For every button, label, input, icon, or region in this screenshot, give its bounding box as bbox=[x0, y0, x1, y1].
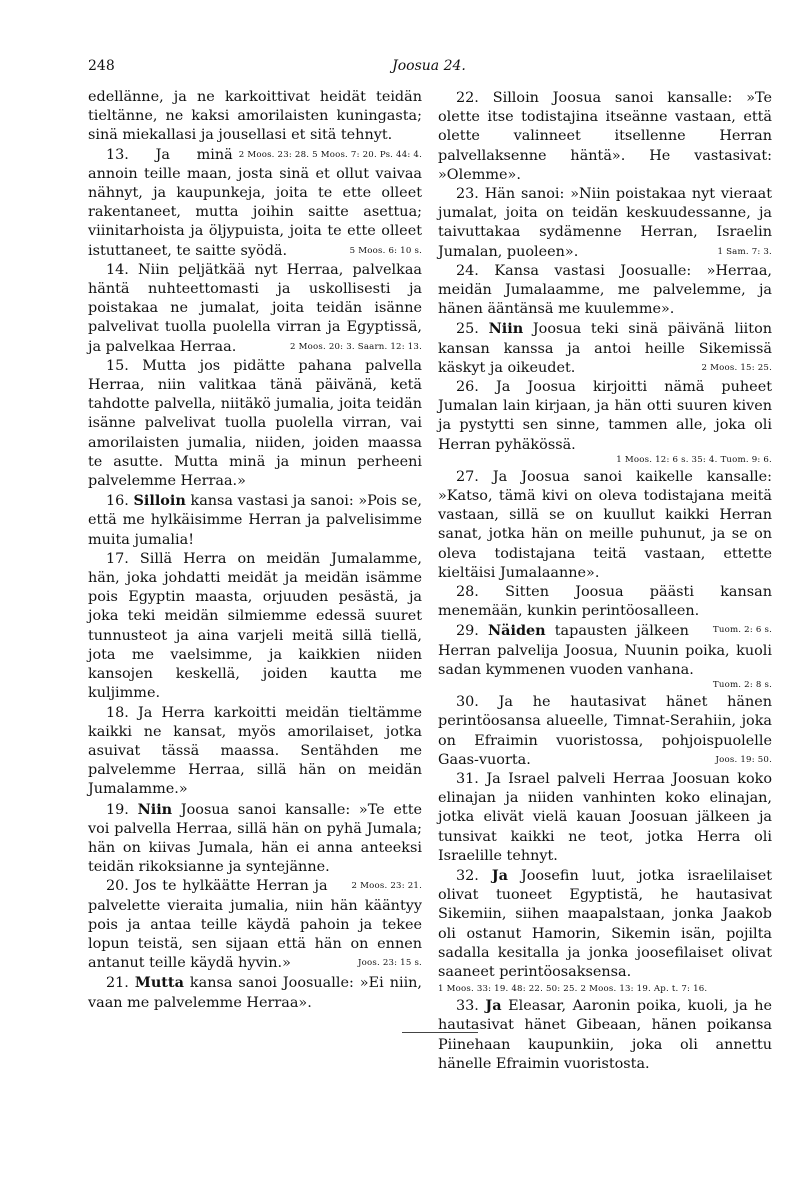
verse-number: 13. bbox=[106, 146, 129, 163]
verse-number: 20. bbox=[106, 878, 129, 895]
verse-text: Joosua sanoi kansalle: »Te ette voi palvella Herraa, sillä hän on pyhä Jumala; hän on kiivas Jumala, hän ei anna anteeksi teidän rikoksianne ja syntejänne. bbox=[88, 801, 422, 876]
verse-number: 24. bbox=[456, 262, 479, 279]
verse-number: 17. bbox=[106, 550, 129, 567]
verse-lead-word: Mutta bbox=[134, 974, 184, 992]
cross-reference: 1 Moos. 33: 19. 48: 22. 50: 25. 2 Moos. 13: 19. Ap. t. 7: 16. bbox=[438, 984, 708, 995]
verse-text: Mutta jos pidätte pahana palvella Herraa, niin valitkaa tänä päivänä, ketä tahdotte palvella, niitäkö jumalia, joita teidän isänne palvelivat tuolla puolella virran, vai amorilaisten jumalia, niiden, joiden maassa te asutte. Mutta minä ja minun perheeni palvelemme Herraa.» bbox=[88, 357, 422, 490]
verse-22 bbox=[438, 89, 772, 185]
verse-number: 27. bbox=[456, 468, 479, 485]
verse-27 bbox=[438, 468, 772, 583]
verse-lead-word: Niin bbox=[137, 800, 173, 818]
verse-text: Ja Israel palveli Herraa Joosuan koko elinajan ja niiden vanhinten koko elinajan, jotka elivät vielä kauan Joosuan jälkeen ja tunsivat kaikki ne teot, jotka Herra oli Israelille tehnyt. bbox=[438, 770, 772, 864]
verse-number: 21. bbox=[106, 975, 129, 992]
verse-text: Eleasar, Aaronin poika, kuoli, ja he hautasivat hänet Gibeaan, hänen poikansa Piinehaan kaupunkiin, joka oli annettu hänelle Efraimin vuoristosta. bbox=[438, 998, 773, 1072]
verse-number: 31. bbox=[456, 770, 479, 787]
cross-reference: 2 Moos. 23: 21. bbox=[351, 881, 422, 892]
verse-text: Ja Joosua sanoi kaikelle kansalle: »Katso, tämä kivi on oleva todistajana meitä vastaan, sillä se on kuullut kaikki Herran sanat, jotka hän on meille puhunut, ja se on oleva todistajana teitä vastaan, ettette kieltäisi Jumalaanne». bbox=[438, 468, 773, 581]
verse-number: 22. bbox=[456, 90, 479, 106]
verse-text: Jos te hylkäätte Herran ja palvelette vieraita jumalia, niin hän kääntyy pois ja antaa teille käydä pahoin ja tekee lopun teistä, sen sijaan että hän on ennen antanut teille käydä hyvin.» bbox=[88, 878, 422, 972]
verse-text: Ja Joosua kirjoitti nämä puheet Jumalan lain kirjaan, ja hän otti suuren kiven ja pystytti sen sinne, tammen alle, joka oli Herran pyhäkössä. bbox=[438, 379, 772, 453]
verse-number: 16. bbox=[106, 493, 129, 510]
verse-18 bbox=[88, 704, 422, 800]
verse-33 bbox=[438, 996, 772, 1074]
cross-reference: 2 Moos. 15: 25. bbox=[701, 362, 772, 373]
cross-reference: 2 Moos. 23: 28. 5 Moos. 7: 20. Ps. 44: 4. bbox=[238, 149, 422, 160]
running-title: Joosua 24. bbox=[392, 58, 466, 74]
verse-number: 26. bbox=[456, 379, 479, 396]
verse-number: 30. bbox=[456, 694, 479, 711]
verse-26 bbox=[438, 378, 772, 466]
verse-23 bbox=[438, 185, 772, 262]
verse-number: 33. bbox=[456, 998, 479, 1015]
verse-number: 28. bbox=[456, 584, 479, 601]
cross-reference: 1 Moos. 12: 6 s. 35: 4. Tuom. 9: 6. bbox=[616, 454, 772, 465]
verse-lead-word: Niin bbox=[488, 320, 524, 338]
verse-text: kansa vastasi ja sanoi: »Pois se, että me hylkäisimme Herran ja palvelisimme muita jumalia! bbox=[88, 493, 422, 548]
verse-number: 29. bbox=[456, 623, 479, 640]
verse-number: 19. bbox=[106, 801, 129, 818]
verse-17 bbox=[88, 550, 422, 704]
end-rule bbox=[402, 1032, 478, 1033]
cross-reference: 1 Sam. 7: 3. bbox=[717, 246, 772, 257]
verse-text: Joosefin luut, jotka israelilaiset olivat tuoneet Egyptistä, he hautasivat Sikemiin, siihen maapalstaan, jonka Jaakob oli ostanut Hamorin, Sikemin isän, pojilta sadalla kesitalla ja jonka joosefilaiset olivat saaneet perintöosaksensa. bbox=[438, 867, 772, 980]
verse-15 bbox=[88, 357, 422, 491]
page-number: 248 bbox=[88, 58, 115, 74]
verse-text: Sitten Joosua päästi kansan menemään, kunkin perintöosalleen. bbox=[438, 584, 773, 620]
cross-reference: 2 Moos. 20: 3. Saarn. 12: 13. bbox=[290, 341, 422, 352]
left-column bbox=[88, 88, 422, 1013]
verse-number: 25. bbox=[456, 321, 479, 338]
verse-32 bbox=[438, 866, 772, 996]
verse-text: Sillä Herra on meidän Jumalamme, hän, joka johdatti meidät ja meidän isämme pois Egyptin maasta, orjuuden pesästä, ja joka teki meidän silmiemme edessä suuret tunnusteot ja aina varjeli meitä sillä tiellä, jota me vaelsimme, ja kaikkien niiden kansojen keskellä, joiden kautta me kuljimme. bbox=[88, 550, 423, 702]
verse-text: Joosua teki sinä päivänä liiton kansan kanssa ja antoi heille Sikemissä käskyt ja oikeudet. bbox=[438, 321, 773, 376]
verse-text: Hän sanoi: »Niin poistakaa nyt vieraat jumalat, joita on teidän keskuudessanne, ja taivuttakaa sydämenne Herran, Israelin Jumalan, puoleen». bbox=[438, 186, 772, 260]
verse-text: tapausten jälkeen Herran palvelija Joosua, Nuunin poika, kuoli sadan kymmenen vuoden vanhana. bbox=[438, 623, 772, 678]
verse-25 bbox=[438, 319, 772, 378]
verse-number: 15. bbox=[106, 357, 129, 374]
right-column bbox=[438, 88, 772, 1074]
verse-30 bbox=[438, 693, 772, 770]
verse-number: 18. bbox=[106, 704, 129, 721]
verse-number: 14. bbox=[106, 261, 129, 278]
cross-reference: Tuom. 2: 8 s. bbox=[712, 680, 772, 691]
cross-reference: Joos. 23: 15 s. bbox=[357, 958, 422, 969]
verse-14 bbox=[88, 261, 422, 357]
verse-lead-word: Silloin bbox=[133, 492, 186, 510]
cross-reference: Tuom. 2: 6 s. bbox=[712, 625, 772, 636]
verse-21 bbox=[88, 973, 422, 1012]
verse-24 bbox=[438, 262, 772, 320]
verse-text: Niin peljätkää nyt Herraa, palvelkaa häntä nuhteettomasti ja uskollisesti ja poistakaa ne jumalat, joita teidän isänne palvelivat tuolla puolella virran ja Egyptissä, ja palvelkaa Herraa. bbox=[88, 261, 422, 355]
cross-reference: 5 Moos. 6: 10 s. bbox=[349, 245, 422, 256]
verse-text: kansa sanoi Joosualle: »Ei niin, vaan me palvelemme Herraa». bbox=[88, 975, 423, 1011]
verse-text: Ja he hautasivat hänet hänen perintöosansa alueelle, Timnat-Serahiin, joka on Efraimin vuoristossa, pohjoispuolelle Gaas-vuorta. bbox=[438, 694, 772, 768]
cross-reference: Joos. 19: 50. bbox=[715, 754, 772, 765]
verse-lead-word: Ja bbox=[491, 866, 508, 884]
verse-number: 32. bbox=[456, 867, 479, 884]
page-header bbox=[88, 58, 770, 80]
verse-lead-word: Ja bbox=[485, 997, 502, 1015]
verse-31 bbox=[438, 770, 772, 866]
verse-text: Kansa vastasi Joosualle: »Herraa, meidän Jumalaamme, me palvelemme, ja hänen ääntänsä me kuulemme». bbox=[438, 262, 772, 318]
verse-number: 23. bbox=[456, 186, 479, 203]
verse-text: Silloin Joosua sanoi kansalle: »Te olette itse todistajina itseänne vastaan, että olette valinneet itsellenne Herran palvellaksenne häntä». He vastasivat: »Olemme». bbox=[438, 90, 773, 183]
verse-lead-word: Näiden bbox=[488, 622, 546, 640]
verse-text: edellänne, ja ne karkoittivat heidät teidän tieltänne, ne kaksi amorilaisten kuningasta; sinä miekallasi ja jousellasi et sitä tehnyt. bbox=[88, 89, 422, 144]
verse-text: Ja minä annoin teille maan, josta sinä et ollut vaivaa nähnyt, ja kaupunkeja, joita te ette olleet rakentaneet, mutta joihin saitte asettua; viinitarhoista ja öljypuista, joita te ette olleet istuttaneet, te saitte syödä. bbox=[88, 146, 422, 259]
verse-text: Ja Herra karkoitti meidän tieltämme kaikki ne kansat, myös amorilaiset, jotka asuivat tässä maassa. Sentähden me palvelemme Herraa, sillä hän on meidän Jumalamme.» bbox=[88, 704, 422, 798]
verse-16 bbox=[88, 491, 422, 550]
